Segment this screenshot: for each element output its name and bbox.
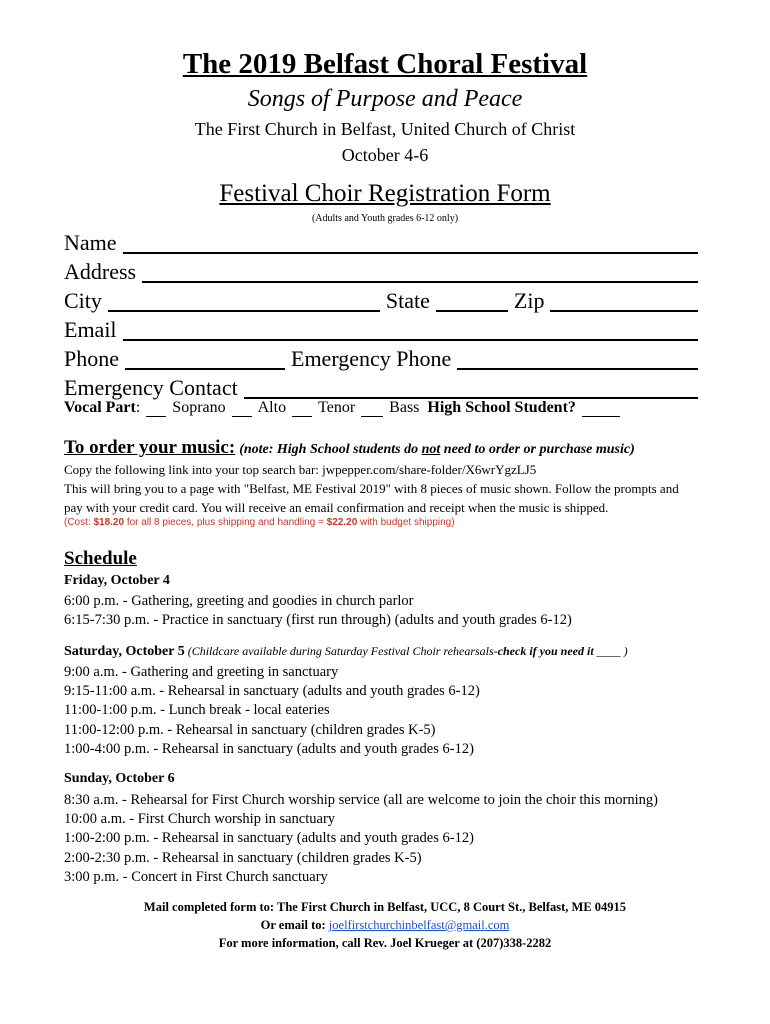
childcare-note-post: ____ ) xyxy=(593,644,628,658)
phone-label: Phone xyxy=(64,346,119,371)
emergency-phone-label: Emergency Phone xyxy=(291,346,452,371)
cost-amount: $18.20 xyxy=(93,517,125,528)
saturday-heading-row xyxy=(64,644,628,660)
address-field[interactable] xyxy=(64,255,698,283)
schedule-item: 6:00 p.m. - Gathering, greeting and goodies in church parlor xyxy=(64,593,414,609)
cost-total: $22.20 xyxy=(326,517,358,528)
schedule-item: 1:00-4:00 p.m. - Rehearsal in sanctuary (adults and youth grades 6-12) xyxy=(64,740,474,757)
schedule-item: 11:00-12:00 p.m. - Rehearsal in sanctuary (children grades K-5) xyxy=(64,721,436,738)
tenor-label: Tenor xyxy=(318,399,356,416)
music-order-heading: To order your music: xyxy=(64,437,236,458)
cost-mid: for all 8 pieces, plus shipping and handling = xyxy=(124,517,327,528)
music-instruction-line-2: This will bring you to a page with "Belfast, ME Festival 2019" with 8 pieces of music shown. Follow the prompts and xyxy=(64,481,679,496)
friday-heading: Friday, October 4 xyxy=(64,573,170,588)
zip-label: Zip xyxy=(513,288,545,313)
name-label: Name xyxy=(64,230,117,255)
childcare-note-pre: (Childcare available during Saturday Festival Choir rehearsals- xyxy=(184,644,498,658)
soprano-label: Soprano xyxy=(172,399,226,416)
name-field[interactable] xyxy=(64,226,698,254)
phone-row xyxy=(64,342,698,370)
childcare-note xyxy=(185,644,628,658)
saturday-heading: Saturday, October 5 xyxy=(64,644,185,659)
schedule-item: 3:00 p.m. - Concert in First Church sanctuary xyxy=(64,868,328,885)
schedule-item: 9:00 a.m. - Gathering and greeting in sanctuary xyxy=(64,664,339,680)
music-order-heading-row xyxy=(64,437,635,459)
childcare-note-bold: check if you need it xyxy=(497,644,594,658)
music-note-not: not xyxy=(421,442,441,457)
emergency-contact-input-line[interactable] xyxy=(244,377,698,399)
high-school-student-label: High School Student? xyxy=(427,399,576,416)
vocal-part-colon: : xyxy=(135,399,141,416)
alto-label: Alto xyxy=(257,399,287,416)
email-instructions xyxy=(0,918,770,933)
high-school-student-blank[interactable] xyxy=(582,402,620,417)
schedule-item: 6:15-7:30 p.m. - Practice in sanctuary (first run through) (adults and youth grades 6-12) xyxy=(64,612,572,629)
state-label: State xyxy=(385,288,430,313)
email-label: Or email to: xyxy=(260,918,329,932)
email-link[interactable]: joelfirstchurchinbelfast@gmail.com xyxy=(328,918,510,932)
sunday-heading: Sunday, October 6 xyxy=(64,771,175,786)
sunday-items xyxy=(64,791,724,887)
friday-items xyxy=(64,592,724,630)
emergency-contact-label: Emergency Contact xyxy=(64,375,238,400)
vocal-part-row xyxy=(64,399,698,417)
city-state-zip-row xyxy=(64,284,698,312)
name-input-line[interactable] xyxy=(123,232,698,254)
cost-post: with budget shipping) xyxy=(357,517,455,528)
schedule-heading: Schedule xyxy=(64,548,137,569)
schedule-item: 8:30 a.m. - Rehearsal for First Church worship service (all are welcome to join the choir this morning) xyxy=(64,792,658,808)
music-note-pre: (note: High School students do xyxy=(239,442,422,457)
alto-blank[interactable] xyxy=(232,402,252,417)
festival-subtitle: Songs of Purpose and Peace xyxy=(247,86,523,112)
schedule-item: 11:00-1:00 p.m. - Lunch break - local eateries xyxy=(64,702,330,719)
saturday-items xyxy=(64,663,724,759)
schedule-item: 2:00-2:30 p.m. - Rehearsal in sanctuary (children grades K-5) xyxy=(64,849,422,866)
bass-blank[interactable] xyxy=(361,402,383,417)
state-input-line[interactable] xyxy=(436,290,508,312)
tenor-blank[interactable] xyxy=(292,402,312,417)
festival-title: The 2019 Belfast Choral Festival xyxy=(182,48,588,80)
vocal-part-label: Vocal Part xyxy=(64,399,136,416)
music-order-note xyxy=(239,442,635,457)
music-note-post: need to order or purchase music) xyxy=(440,442,635,457)
mail-instructions: Mail completed form to: The First Church in Belfast, UCC, 8 Court St., Belfast, ME 04915 xyxy=(143,900,627,914)
festival-dates: October 4-6 xyxy=(341,145,429,165)
email-input-line[interactable] xyxy=(123,319,698,341)
music-instruction-line-1: Copy the following link into your top search bar: jwpepper.com/share-folder/X6wrYgzLJ5 xyxy=(64,462,537,477)
city-label: City xyxy=(64,288,102,313)
form-eligibility-note: (Adults and Youth grades 6-12 only) xyxy=(311,213,459,224)
email-label: Email xyxy=(64,317,117,342)
soprano-blank[interactable] xyxy=(146,402,166,417)
city-input-line[interactable] xyxy=(108,290,380,312)
form-title: Festival Choir Registration Form xyxy=(219,180,551,207)
zip-input-line[interactable] xyxy=(550,290,698,312)
music-cost-note xyxy=(64,517,455,528)
music-instruction-line-3: pay with your credit card. You will receive an email confirmation and receipt when the music is shipped. xyxy=(64,500,609,515)
address-input-line[interactable] xyxy=(142,261,698,283)
emergency-contact-field[interactable] xyxy=(64,371,698,399)
emergency-phone-input-line[interactable] xyxy=(457,348,698,370)
festival-venue: The First Church in Belfast, United Church of Christ xyxy=(194,119,576,139)
cost-pre: (Cost: xyxy=(64,517,94,528)
schedule-item: 1:00-2:00 p.m. - Rehearsal in sanctuary (adults and youth grades 6-12) xyxy=(64,830,474,847)
phone-input-line[interactable] xyxy=(125,348,285,370)
schedule-item: 9:15-11:00 a.m. - Rehearsal in sanctuary (adults and youth grades 6-12) xyxy=(64,683,480,700)
email-field[interactable] xyxy=(64,313,698,341)
contact-info: For more information, call Rev. Joel Krueger at (207)338-2282 xyxy=(218,936,552,950)
address-label: Address xyxy=(64,259,137,284)
bass-label: Bass xyxy=(389,399,420,416)
schedule-item: 10:00 a.m. - First Church worship in sanctuary xyxy=(64,811,336,828)
